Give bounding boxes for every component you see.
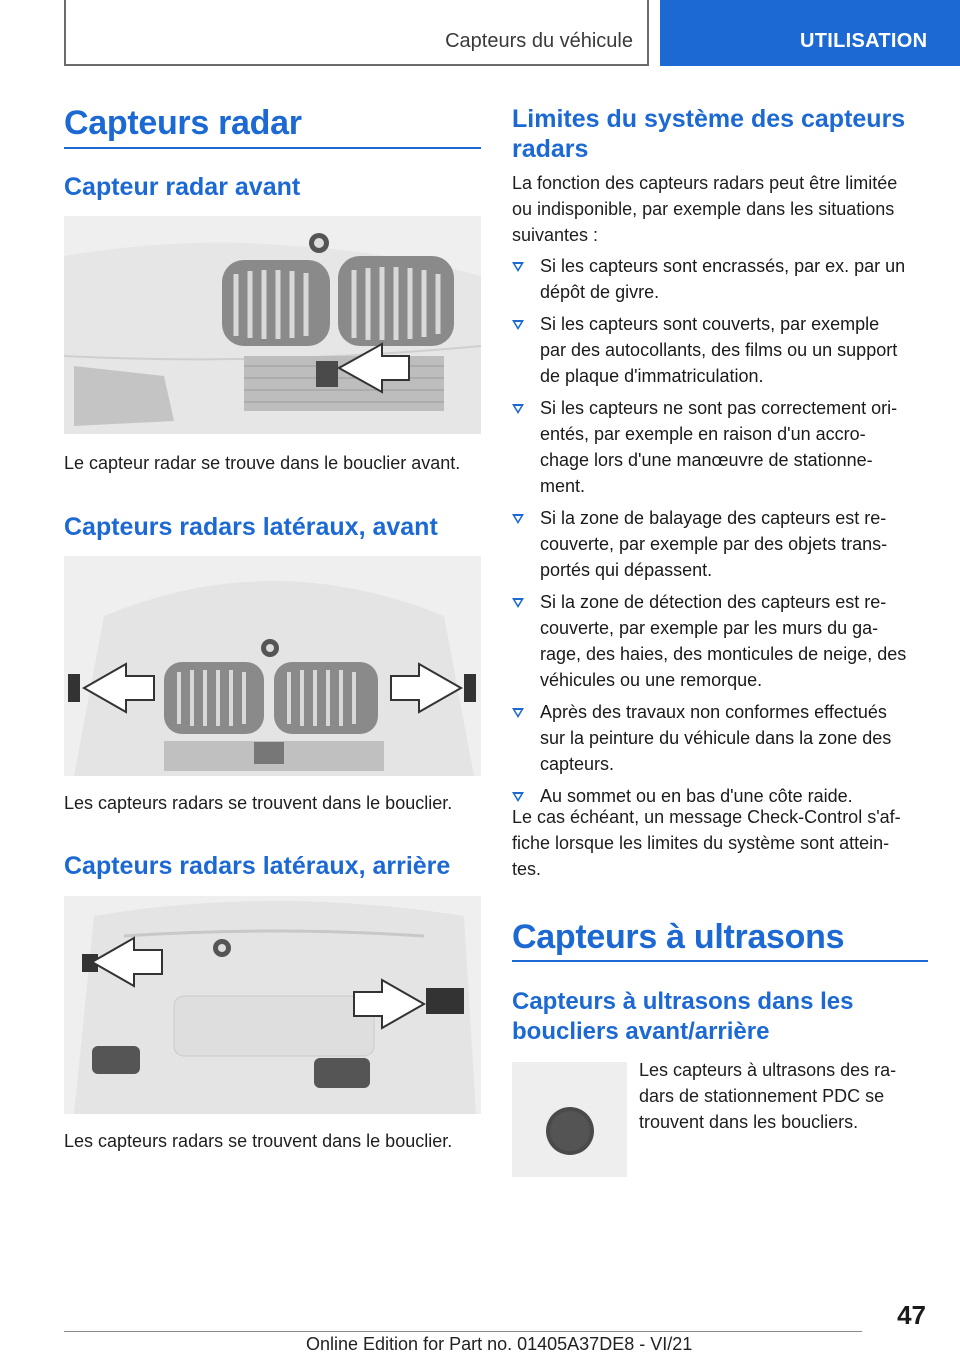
- side-rear-radar-figure: [64, 896, 481, 1114]
- front-radar-figure: [64, 216, 481, 434]
- bullet-line: dépôt de givre.: [540, 282, 660, 302]
- bullet-triangle-icon: [512, 708, 524, 718]
- ultrasonic-sensor-figure: [512, 1062, 627, 1177]
- bullet-line: portés qui dépassent.: [540, 560, 713, 580]
- bullet-line: capteurs.: [540, 754, 615, 774]
- header-tab: [660, 0, 960, 66]
- footer-rule: [64, 1331, 862, 1332]
- bullet-line: véhicules ou une remorque.: [540, 670, 763, 690]
- limits-intro: [512, 170, 932, 248]
- ultrasonic-text: [639, 1057, 934, 1135]
- bullet-line: Après des travaux non conformes effectués: [540, 702, 887, 722]
- bullet-line: Si les capteurs sont encrassés, par ex. par un: [540, 256, 906, 276]
- ultrasonic-rule: [512, 960, 928, 962]
- list-item: [512, 311, 932, 389]
- side-rear-heading: Capteurs radars latéraux, arrière: [64, 852, 451, 880]
- ultrasonic-sub-heading-line-1: Capteurs à ultrasons dans les: [512, 988, 854, 1015]
- list-item: [512, 505, 932, 583]
- bullet-line: de plaque d'immatriculation.: [540, 366, 764, 386]
- front-side-illustration: [64, 556, 481, 776]
- limits-outro-line: tes.: [512, 859, 542, 879]
- bullet-line: Au sommet ou en bas d'une côte raide.: [540, 786, 853, 806]
- side-front-caption: Les capteurs radars se trouvent dans le bouclier.: [64, 793, 453, 813]
- header-tab-label: UTILISATION: [800, 30, 928, 52]
- ultrasonic-heading: Capteurs à ultrasons: [512, 918, 845, 956]
- limits-intro-line: suivantes :: [512, 225, 599, 245]
- limits-outro-line: Le cas échéant, un message Check-Control s'af-: [512, 807, 901, 827]
- limits-outro-line: fiche lorsque les limites du système sont attein-: [512, 833, 890, 853]
- header-frame: [64, 0, 649, 66]
- bullet-triangle-icon: [512, 598, 524, 608]
- bullet-triangle-icon: [512, 514, 524, 524]
- list-item: [512, 395, 932, 499]
- front-radar-caption: Le capteur radar se trouve dans le bouclier avant.: [64, 453, 461, 473]
- bullet-line: par des autocollants, des films ou un support: [540, 340, 898, 360]
- bullet-line: rage, des haies, des monticules de neige, des: [540, 644, 907, 664]
- bullet-line: Si les capteurs sont couverts, par exemple: [540, 314, 880, 334]
- ultrasonic-text-line: trouvent dans les boucliers.: [639, 1112, 859, 1132]
- bullet-line: Si la zone de détection des capteurs est re-: [540, 592, 887, 612]
- bullet-line: ment.: [540, 476, 586, 496]
- ultrasonic-sub-heading-line-2: boucliers avant/arrière: [512, 1018, 770, 1045]
- bullet-line: couverte, par exemple par des objets trans-: [540, 534, 888, 554]
- footer-edition: Online Edition for Part no. 01405A37DE8 - VI/21: [306, 1334, 693, 1354]
- limits-intro-line: ou indisponible, par exemple dans les situations: [512, 199, 895, 219]
- list-item: [512, 699, 932, 777]
- page-number: 47: [897, 1300, 926, 1330]
- limits-heading-line-2: radars: [512, 135, 589, 163]
- limits-outro: [512, 804, 932, 882]
- rear-side-illustration: [64, 896, 481, 1114]
- list-item: [512, 253, 932, 305]
- bullet-line: Si la zone de balayage des capteurs est re-: [540, 508, 887, 528]
- limits-bullet-list: [512, 253, 932, 815]
- ultrasonic-text-line: Les capteurs à ultrasons des ra-: [639, 1060, 897, 1080]
- limits-intro-line: La fonction des capteurs radars peut être limitée: [512, 173, 898, 193]
- limits-heading-line-1: Limites du système des capteurs: [512, 105, 906, 133]
- side-rear-caption: Les capteurs radars se trouvent dans le bouclier.: [64, 1131, 453, 1151]
- ultrasonic-sensor-icon: [512, 1062, 627, 1177]
- title-rule: [64, 147, 481, 149]
- bullet-line: chage lors d'une manœuvre de stationne-: [540, 450, 873, 470]
- front-radar-heading: Capteur radar avant: [64, 173, 301, 201]
- bullet-line: couverte, par exemple par les murs du ga-: [540, 618, 879, 638]
- side-front-heading: Capteurs radars latéraux, avant: [64, 513, 438, 541]
- list-item: [512, 589, 932, 693]
- ultrasonic-text-line: dars de stationnement PDC se: [639, 1086, 885, 1106]
- side-front-radar-figure: [64, 556, 481, 776]
- bullet-line: entés, par exemple en raison d'un accro-: [540, 424, 866, 444]
- bullet-line: Si les capteurs ne sont pas correctement ori-: [540, 398, 898, 418]
- front-bumper-illustration: [64, 216, 481, 434]
- bullet-triangle-icon: [512, 792, 524, 802]
- bullet-triangle-icon: [512, 262, 524, 272]
- bullet-triangle-icon: [512, 404, 524, 414]
- page-title: Capteurs radar: [64, 104, 302, 142]
- bullet-line: sur la peinture du véhicule dans la zone des: [540, 728, 892, 748]
- header-section-title: Capteurs du véhicule: [445, 30, 633, 52]
- bullet-triangle-icon: [512, 320, 524, 330]
